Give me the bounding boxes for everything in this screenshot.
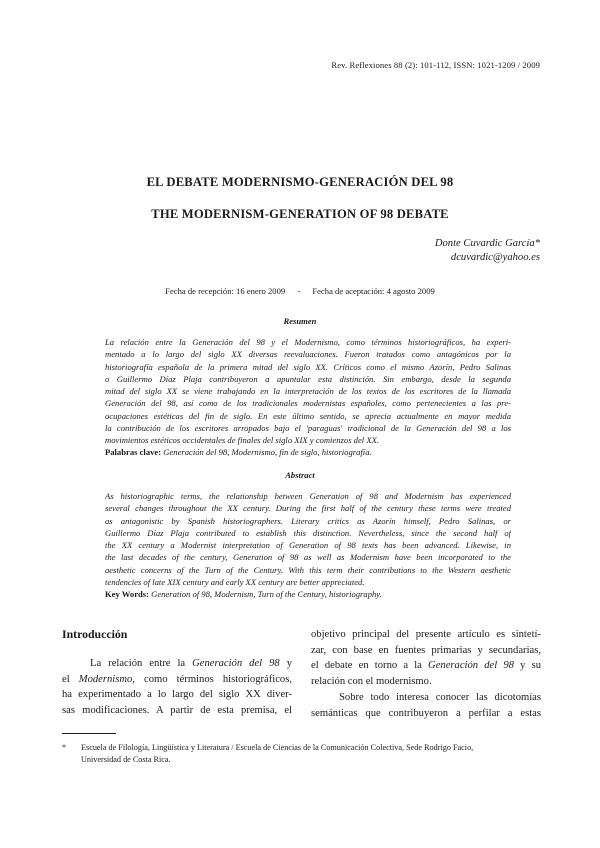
section-heading-introduccion: Introducción (62, 627, 128, 641)
keywords-text: Generation of 98, Modernism, Turn of the Century, historiography. (151, 589, 382, 599)
abstract-keywords (105, 588, 511, 600)
abstract-line: the XX century a Modernist interpretation of Generation of 98 texts has been advanced. Likewise, in (105, 540, 511, 550)
footnote-line: Escuela de Filología, Lingüística y Literatura / Escuela de Ciencias de la Comunicación Colectiva, Sede Rodrigo Facio, (81, 743, 474, 752)
body-column-left (62, 656, 292, 719)
author-name: Donte Cuvardic García* (434, 238, 540, 249)
date-separator: - (297, 286, 301, 296)
abstract-body (105, 490, 511, 600)
body-line: Sobre todo interesa conocer las dicotomías (339, 691, 541, 703)
resumen-keywords (105, 446, 511, 458)
resumen-heading: Resumen (283, 316, 317, 326)
resumen-line: La relación entre la Generación del 98 y el Modernismo, como términos historiográficos, ha experi- (105, 337, 511, 347)
resumen-line: mitad del siglo XX se viene trabajando en la interpretación de los textos de los escritores de la llamada (105, 386, 511, 396)
footnote-mark: * (62, 743, 67, 752)
submission-dates (0, 286, 600, 296)
body-column-right (311, 627, 541, 721)
title-spanish: EL DEBATE MODERNISMO-GENERACIÓN DEL 98 (146, 175, 454, 189)
accepted-date: Fecha de aceptación: 4 agosto 2009 (312, 286, 435, 296)
abstract-line: As historiographic terms, the relationship between Generation of 98 and Modernism has experienced (105, 491, 511, 501)
resumen-line: mentado a lo largo del siglo XX diversas reevaluaciones. Fueron tratados como antagónicos por la (105, 349, 511, 360)
resumen-line: ocupaciones estéticas del fin de siglo. En este último sentido, se aprecia actualmente en mayor medida (105, 410, 511, 421)
abstract-line: as antagonistic by Spanish historiographers. Literary critics as Azorín himself, Pedro Salinas, or (105, 515, 511, 526)
resumen-line: o Guillermo Díaz Plaja contribuyeron a apuntalar esta distinción. Sin embargo, desde la segunda (105, 373, 511, 384)
keywords-label: Palabras clave: (105, 447, 162, 458)
abstract-line: Guillermo Díaz Plaja contributed to establish this distinction. Nevertheless, since the second half of (105, 527, 511, 538)
abstract-line: the last decades of the century, Generation of 98 as well as Modernism have been incorporated to the (105, 552, 511, 563)
body-line: relación con el modernismo. (311, 676, 432, 688)
body-line: sas modificaciones. A partir de esta premisa, el (62, 705, 292, 717)
abstract-line: aesthetic concerns of the Turn of the Century. With this term their contributions to the Western aesthetic (105, 564, 511, 575)
resumen-body (105, 336, 511, 459)
resumen-line: historiografía española de la primera mitad del siglo XX. Críticos como el mismo Azorín, Pedro Salinas (105, 361, 511, 372)
journal-reference: Rev. Reflexiones 88 (2): 101-112, ISSN: 1021-1209 / 2009 (331, 60, 540, 70)
body-line: el debate en torno a la Generación del 98 y su (311, 660, 541, 672)
author-email[interactable]: dcuvardic@yahoo.es (450, 252, 540, 263)
abstract-line: tendencies of late XIX century and early XX century are better appreciated. (105, 576, 365, 587)
resumen-line: movimientos estéticos occidentales de finales del siglo XIX y comienzos del XX. (105, 435, 379, 445)
body-line: ha experimentado a lo largo del siglo XX diver- (62, 689, 292, 701)
resumen-line: Generación del 98, así como de los tradicionales modernistas españoles, como pertenecientes a las pre- (105, 398, 511, 409)
keywords-label: Key Words: (105, 589, 150, 599)
keywords-text: Generación del 98, Modernismo, fin de siglo, historiografía. (163, 447, 372, 458)
received-date: Fecha de recepción: 16 enero 2009 (165, 286, 286, 296)
abstract-line: several changes throughout the XX century. During the first half of the century these terms were treated (105, 503, 511, 514)
title-english: THE MODERNISM-GENERATION OF 98 DEBATE (151, 207, 449, 221)
body-line: La relación entre la Generación del 98 y (90, 658, 292, 669)
footnote-line: Universidad de Costa Rica. (81, 755, 171, 765)
abstract-heading: Abstract (285, 470, 315, 480)
footnote-divider (62, 733, 116, 734)
body-line: objetivo principal del presente artículo es sintetí- (311, 629, 541, 640)
footnote (62, 742, 542, 767)
body-line: zar, con base en fuentes primarias y secundarias, (311, 644, 541, 656)
resumen-line: la contribución de los escritores arropados bajo el 'paraguas' tradicional de la Generación del 98 a los (105, 422, 511, 433)
body-line: semánticas que contribuyeron a perfilar a estas (311, 707, 541, 719)
body-line: el Modernismo, como términos historiográficos, (62, 673, 292, 685)
